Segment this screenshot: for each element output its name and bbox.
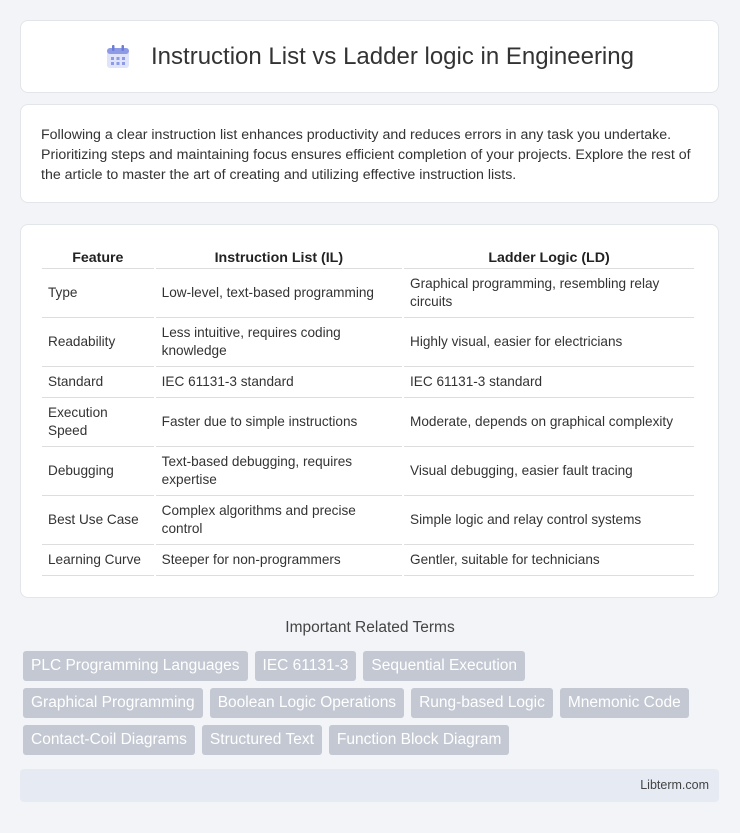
ld-cell: Highly visual, easier for electricians [404,318,694,367]
tag-mnemonic-code[interactable]: Mnemonic Code [560,688,689,718]
footer-site-link[interactable]: Libterm.com [640,778,709,792]
tag-iec-61131-3[interactable]: IEC 61131-3 [255,651,357,681]
feature-cell: Standard [42,367,154,398]
table-row [42,496,694,545]
feature-cell: Readability [42,318,154,367]
table-row [42,545,694,576]
header-instruction-list: Instruction List (IL) [156,245,402,269]
il-cell: Complex algorithms and precise control [156,496,402,545]
comparison-table-card [20,224,719,598]
feature-cell: Debugging [42,447,154,496]
table-header-row [42,245,694,269]
il-cell: IEC 61131-3 standard [156,367,402,398]
title-card [20,20,719,93]
feature-cell: Best Use Case [42,496,154,545]
tag-rung-based-logic[interactable]: Rung-based Logic [411,688,553,718]
ld-cell: Moderate, depends on graphical complexity [404,398,694,447]
comparison-table [40,245,696,576]
intro-card [20,104,719,203]
feature-cell: Type [42,269,154,318]
tag-graphical-programming[interactable]: Graphical Programming [23,688,203,718]
tag-function-block-diagram[interactable]: Function Block Diagram [329,725,510,755]
il-cell: Steeper for non-programmers [156,545,402,576]
tag-boolean-logic-operations[interactable]: Boolean Logic Operations [210,688,404,718]
page-title: Instruction List vs Ladder logic in Engineering [151,42,634,70]
ld-cell: Graphical programming, resembling relay circuits [404,269,694,318]
feature-cell: Execution Speed [42,398,154,447]
related-terms [23,651,713,762]
header-ladder-logic: Ladder Logic (LD) [404,245,694,269]
tag-contact-coil-diagrams[interactable]: Contact-Coil Diagrams [23,725,195,755]
tag-row [23,688,713,718]
il-cell: Less intuitive, requires coding knowledge [156,318,402,367]
tag-row [23,725,713,755]
ld-cell: Gentler, suitable for technicians [404,545,694,576]
ld-cell: IEC 61131-3 standard [404,367,694,398]
related-terms-title: Important Related Terms [285,619,455,636]
il-cell: Low-level, text-based programming [156,269,402,318]
tag-plc-programming-languages[interactable]: PLC Programming Languages [23,651,248,681]
feature-cell: Learning Curve [42,545,154,576]
table-row [42,318,694,367]
intro-text: Following a clear instruction list enhances productivity and reduces errors in any task you undertake. Prioritizing steps and maintaining focus ensures efficient completion of your projects. Explore the rest of the article to master the art of creating and utilizing effective instruction lists. [41,127,691,183]
header-feature: Feature [42,245,154,269]
table-row [42,398,694,447]
il-cell: Faster due to simple instructions [156,398,402,447]
tag-row [23,651,713,681]
table-row [42,447,694,496]
tag-structured-text[interactable]: Structured Text [202,725,322,755]
tag-sequential-execution[interactable]: Sequential Execution [363,651,525,681]
table-row [42,269,694,318]
ld-cell: Visual debugging, easier fault tracing [404,447,694,496]
ld-cell: Simple logic and relay control systems [404,496,694,545]
il-cell: Text-based debugging, requires expertise [156,447,402,496]
footer [20,769,719,802]
table-row [42,367,694,398]
calendar-icon [105,44,131,70]
